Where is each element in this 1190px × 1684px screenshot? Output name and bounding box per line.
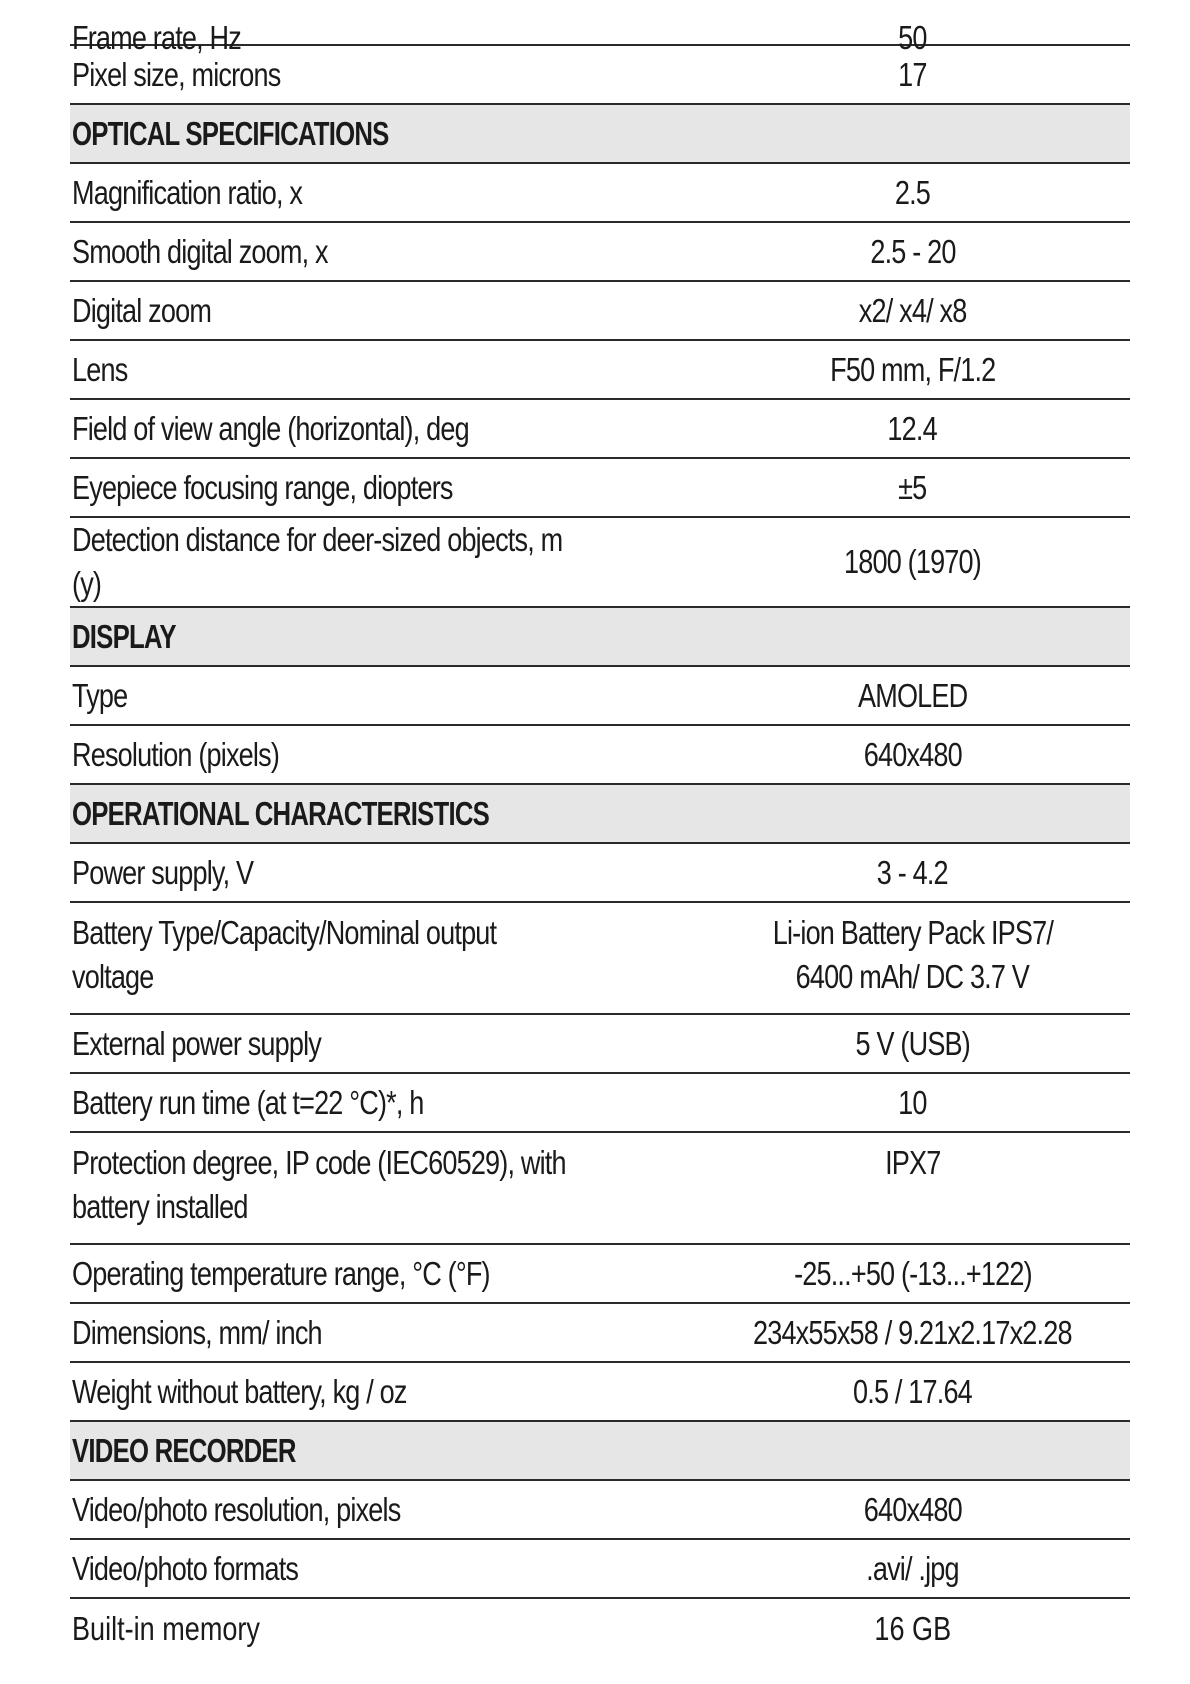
- spec-value: IPX7: [884, 1144, 941, 1181]
- spec-label-line-2: battery installed: [72, 1188, 248, 1225]
- section-title: DISPLAY: [72, 617, 176, 655]
- spec-label: Type: [72, 676, 128, 714]
- spec-value: 640x480: [863, 1490, 962, 1528]
- table-row: [70, 1362, 1130, 1421]
- section-header-optical: [70, 104, 1130, 163]
- spec-label: Magnification ratio, x: [72, 173, 303, 211]
- spec-label: Battery run time (at t=22 °C)*, h: [72, 1083, 424, 1121]
- spec-label: Battery Type/Capacity/Nominal output voltage: [72, 914, 497, 995]
- spec-value: 640x480: [863, 735, 962, 773]
- section-header-video: [70, 1421, 1130, 1480]
- table-row: [70, 1132, 1130, 1244]
- spec-label: Built-in memory: [72, 1610, 260, 1647]
- spec-value: 17: [898, 55, 927, 93]
- clipped-bottom-row: [70, 1599, 1130, 1647]
- table-row: [70, 458, 1130, 517]
- spec-value: AMOLED: [857, 676, 968, 714]
- spec-value: 12.4: [887, 409, 938, 447]
- section-header-operational: [70, 784, 1130, 843]
- spec-value: x2/ x4/ x8: [858, 291, 967, 329]
- section-title: VIDEO RECORDER: [72, 1431, 296, 1469]
- table-row: [70, 517, 1130, 607]
- table-row: [70, 45, 1130, 104]
- spec-value: 5 V (USB): [855, 1024, 970, 1062]
- spec-value: 0.5 / 17.64: [853, 1372, 972, 1410]
- table-row: [70, 1244, 1130, 1303]
- spec-value: -25...+50 (-13...+122): [793, 1254, 1032, 1292]
- spec-label: Weight without battery, kg / oz: [72, 1372, 407, 1410]
- table-row: [70, 222, 1130, 281]
- spec-value: 1800 (1970): [844, 543, 981, 580]
- table-row: [70, 666, 1130, 725]
- spec-value: F50 mm, F/1.2: [829, 350, 996, 388]
- spec-label-line-1: Protection degree, IP code (IEC60529), with: [72, 1144, 566, 1181]
- table-row: [70, 163, 1130, 222]
- spec-value: ±5: [898, 468, 927, 506]
- specifications-table: [70, 0, 1130, 1599]
- spec-value: 16 GB: [874, 1610, 952, 1647]
- spec-label: Video/photo formats: [72, 1549, 299, 1587]
- spec-label: Video/photo resolution, pixels: [72, 1490, 401, 1528]
- spec-label: Smooth digital zoom, x: [72, 232, 328, 270]
- spec-label: Power supply, V: [72, 853, 254, 891]
- spec-value: 234x55x58 / 9.21x2.17x2.28: [753, 1313, 1072, 1351]
- spec-label: External power supply: [72, 1024, 322, 1062]
- section-header-display: [70, 607, 1130, 666]
- table-row: [70, 1073, 1130, 1132]
- table-row: [70, 1303, 1130, 1362]
- spec-value: 2.5 - 20: [869, 232, 956, 270]
- table-row: [70, 725, 1130, 784]
- section-title: OPERATIONAL CHARACTERISTICS: [72, 794, 490, 832]
- table-row: [70, 281, 1130, 340]
- table-row: [70, 340, 1130, 399]
- spec-value: 50: [898, 19, 927, 56]
- spec-label: Detection distance for deer-sized objects, m (y): [72, 521, 563, 602]
- table-row: [70, 0, 1130, 45]
- spec-label: Field of view angle (horizontal), deg: [72, 409, 469, 447]
- section-title: OPTICAL SPECIFICATIONS: [72, 114, 389, 152]
- spec-value-line-2: 6400 mAh/ DC 3.7 V: [795, 958, 1030, 995]
- table-row: [70, 902, 1130, 1014]
- spec-label: Lens: [72, 350, 128, 388]
- spec-value: .avi/ .jpg: [866, 1549, 959, 1587]
- spec-label: Frame rate, Hz: [72, 19, 241, 56]
- spec-label: Dimensions, mm/ inch: [72, 1313, 322, 1351]
- spec-value: 2.5: [894, 173, 931, 211]
- spec-label: Resolution (pixels): [72, 735, 280, 773]
- spec-value: 3 - 4.2: [877, 853, 948, 891]
- spec-label: Pixel size, microns: [72, 55, 281, 93]
- spec-value-line-1: Li-ion Battery Pack IPS7/: [772, 914, 1053, 951]
- table-row: [70, 1480, 1130, 1539]
- spec-sheet: [70, 0, 1130, 1647]
- spec-label: Digital zoom: [72, 291, 212, 329]
- table-row: [70, 1539, 1130, 1598]
- spec-value: 10: [898, 1083, 927, 1121]
- spec-label: Eyepiece focusing range, diopters: [72, 468, 453, 506]
- table-row: [70, 399, 1130, 458]
- spec-label: Operating temperature range, °C (°F): [72, 1254, 490, 1292]
- table-row: [70, 843, 1130, 902]
- table-row: [70, 1014, 1130, 1073]
